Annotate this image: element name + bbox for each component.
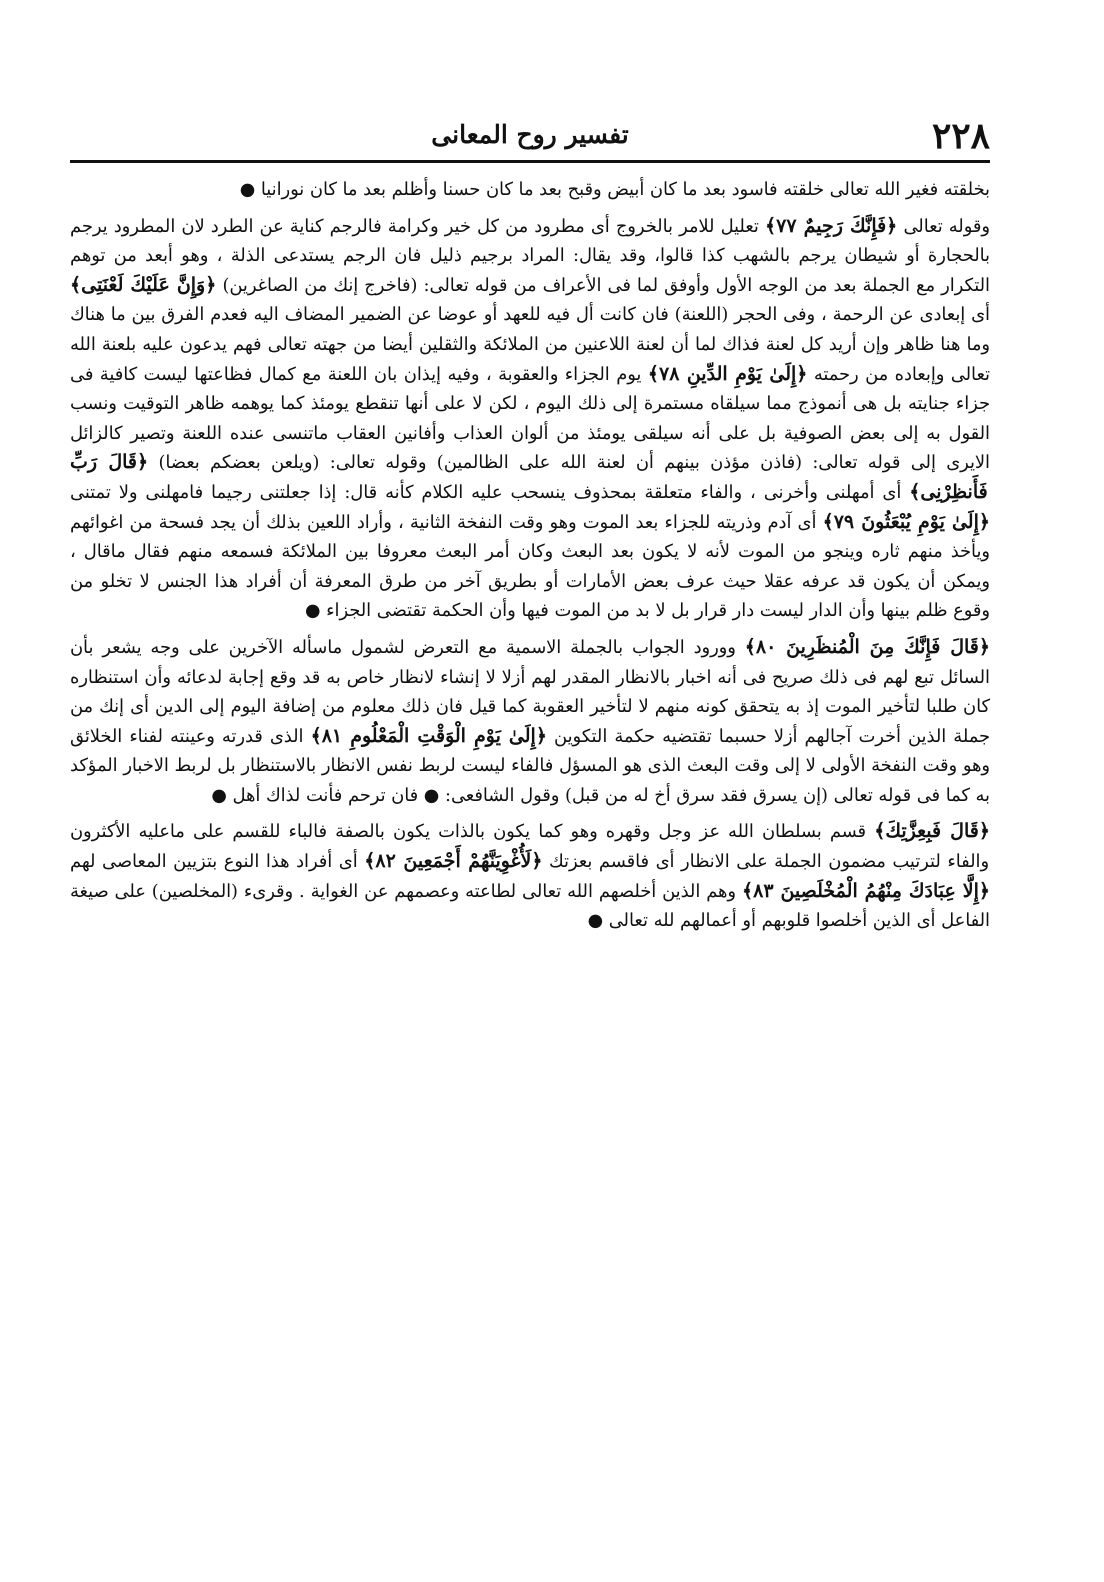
text-segment: أى إبعادى عن الرحمة ، وفى الحجر (اللعنة) فان كانت أل فيه للعهد أو عوضا عن الضمير المضاف اليه فعدم الفرق بين ما هناك وما هنا ظاهر وإن أريد كل لعنة فذاك لما أن لعنة اللاعنين من الملائكة والثقلين أيضا من جهته تعالى فهم يدعون عليه بلعنة الله تعالى وإبعاده من رحمته [70,304,990,385]
quran-verse: ﴿لَأُغْوِيَنَّهُمْ أَجْمَعِينَ ٨٢﴾ [364,850,543,873]
quran-verse: ﴿قَالَ رَبِّ فَأَنظِرْنِى﴾ [70,451,988,503]
text-segment: أى آدم وذريته للجزاء بعد الموت وهو وقت النفخة الثانية ، وأراد اللعين بذلك أن يجد فسحة من اغوائهم ويأخذ منهم ثاره وينجو من الموت لأنه لا يكون بعد البعث وكان أمر البعث معروفا بين الملائكة فسمعه منهم فقال ماقال ، ويمكن أن يكون قد عرفه عقلا حيث عرف بعض الأمارات أو بطريق آخر من طرق المعرفة أن أفراد هذا الجنس لا تخلو من وقوع ظلم بينها وأن الدار ليست دار قرار بل لا بد من الموت فيها وأن الحكمة تقتضى الجزاء ● [70,511,990,622]
quran-verse: ﴿إِلَّا عِبَادَكَ مِنْهُمُ الْمُخْلَصِينَ ٨٣﴾ [741,879,990,902]
text-segment: تعليل للامر بالخروج أى مطرود من كل خير وكرامة فالرجم كناية عن الطرد لان المطرود يرجم بالحجارة أو شيطان يرجم بالشهب كذا قالوا، وقد يقال: المراد برجيم ذليل فان الرجم يستدعى الذلة ، وهو أبعد من توهم التكرار مع الجملة بعد من الوجه الأول وأوفق لما فى الأعراف من قوله تعالى: (فاخرج إنك من الصاغرين) [70,215,990,296]
text-segment: وقوله تعالى [897,215,990,237]
text-segment: يوم الجزاء والعقوبة ، وفيه إيذان بان اللعنة مع كمال فظاعتها ليست كافية فى جزاء جنايته بل هى أنموذج مما سيلقاه مستمرة إلى ذلك اليوم ، لكن لا على أنها تنقطع يومئذ كما يوهمه ظاهر التوقيت ونسب القول به إلى بعض الصوفية بل على أنه سيلقى يومئذ من ألوان العذاب وأفانين العقاب ماتنسى عنده اللعنة وتصير كالزائل الايرى إلى قوله تعالى: (فاذن مؤذن بينهم أن لعنة الله على الظالمين) وقوله تعالى: (ويلعن بعضكم بعضا) [70,363,990,474]
page-header [70,110,990,163]
quran-verse: ﴿إِلَىٰ يَوْمِ يُبْعَثُونَ ٧٩﴾ [822,510,990,533]
page-number: ٢٢٨ [931,115,990,157]
text-segment: الذى قدرته وعينته لفناء الخلائق وهو وقت النفخة الأولى لا إلى وقت البعث الذى هو المسؤل فالفاء ليست لربط نفس الانظار بالاستنظار بل لربط الاخبار المؤكد به كما فى قوله تعالى (إن يسرق فقد سرق أخ له من قبل) وقول الشافعى: ● فان ترحم فأنت لذاك أهل ● [70,725,990,806]
book-page [70,110,990,1510]
quran-verse: ﴿إِلَىٰ يَوْمِ الْوَقْتِ الْمَعْلُومِ ٨١﴾ [310,724,547,747]
text-segment: وورود الجواب بالجملة الاسمية مع التعرض لشمول ماسأله الآخرين على وجه يشعر بأن السائل تبع لهم فى ذلك صريح فى أنه اخبار بالانظار المقدر لهم أزلا لا إنشاء لانظار خاص به قد وقع إجابة لدعائه وأن استنظاره كان طلبا لتأخير الموت إذ به يتحقق كونه منهم لا لتأخير العقوبة كما قيل فان ذلك معلوم من إضافة اليوم إلى الدين أى إنك من جملة الذين أخرت آجالهم أزلا حسبما تقتضيه حكمة التكوين [70,636,990,747]
quran-verse: ﴿فَإِنَّكَ رَجِيمٌ ٧٧﴾ [764,214,898,237]
paragraph-2 [70,212,990,626]
quran-verse: ﴿قَالَ فَبِعِزَّتِكَ﴾ [874,820,990,843]
text-segment: قسم بسلطان الله عز وجل وقهره وهو كما يكون بالذات يكون بالصفة فالباء للقسم على ماعليه الأكثرون والفاء لترتيب مضمون الجملة على الانظار أى فاقسم بعزتك [70,821,990,873]
text-segment: بخلقته فغير الله تعالى خلقته فاسود بعد ما كان أبيض وقبح بعد ما كان حسنا وأظلم بعد ما كان نورانيا ● [239,179,990,200]
text-segment: وهم الذين أخلصهم الله تعالى لطاعته وعصمهم عن الغواية . وقرىء (المخلصين) على صيغة الفاعل أى الذين أخلصوا قلوبهم أو أعمالهم لله تعالى ● [70,880,990,932]
paragraph-4 [70,817,990,935]
quran-verse: ﴿إِلَىٰ يَوْمِ الدِّينِ ٧٨﴾ [647,362,808,385]
paragraph-3 [70,633,990,811]
tafsir-body [70,175,990,936]
text-segment: أى أفراد هذا النوع بتزيين المعاصى لهم [70,851,358,873]
quran-verse: ﴿قَالَ فَإِنَّكَ مِنَ الْمُنظَرِينَ ٨٠﴾ [744,635,991,658]
paragraph-1 [70,175,990,205]
running-title: تفسير روح المعانى [431,120,629,149]
quran-verse: ﴿وَإِنَّ عَلَيْكَ لَعْنَتِى﴾ [70,273,217,296]
text-segment: أى أمهلنى وأخرنى ، والفاء متعلقة بمحذوف ينسحب عليه الكلام كأنه قال: إذا جعلتنى رجيما فامهلنى ولا تمتنى [70,481,902,503]
